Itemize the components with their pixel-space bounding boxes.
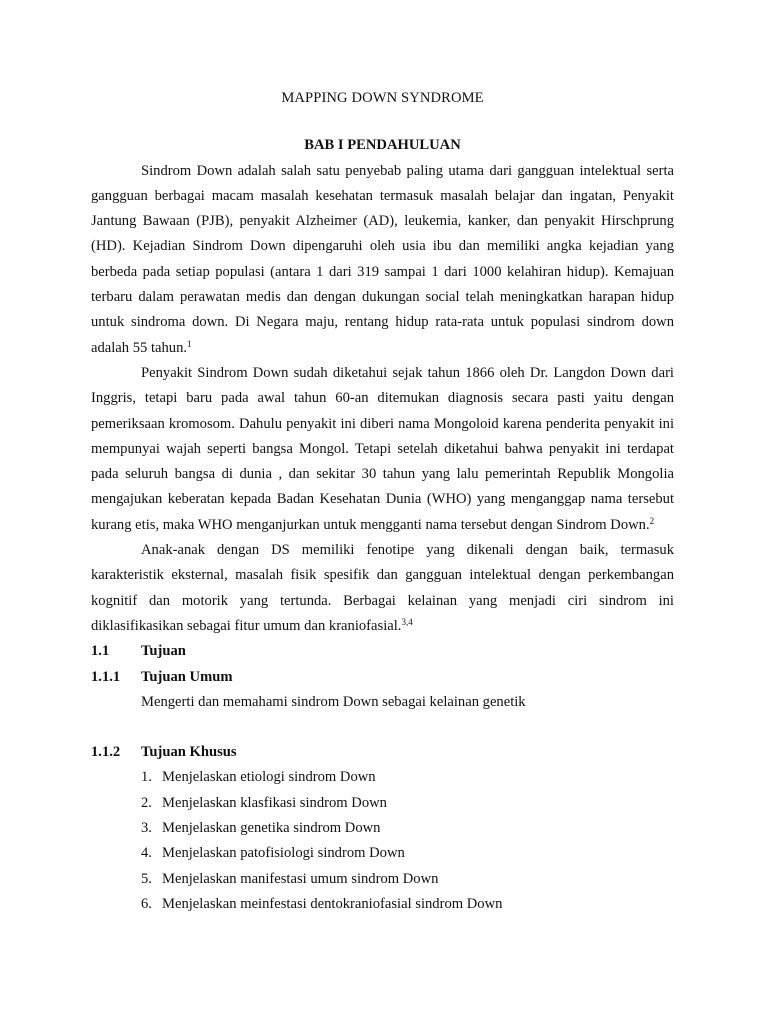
paragraph-2 xyxy=(91,361,674,538)
document-page xyxy=(91,86,674,917)
footnote-ref-1[interactable]: 1 xyxy=(187,338,192,349)
list-item-text: Menjelaskan etiologi sindrom Down xyxy=(162,769,376,786)
list-item-number: 4. xyxy=(141,845,152,862)
section-title: Tujuan xyxy=(141,643,186,660)
footnote-ref-3[interactable]: 3,4 xyxy=(401,616,413,627)
list-item-number: 5. xyxy=(141,870,152,887)
section-number: 1.1.2 xyxy=(91,744,121,761)
list-item-text: Menjelaskan klasfikasi sindrom Down xyxy=(162,794,387,811)
section-title: Tujuan Khusus xyxy=(141,744,237,761)
paragraph-3 xyxy=(91,538,674,639)
list-item-text: Menjelaskan patofisiologi sindrom Down xyxy=(162,845,405,862)
list-item-text: Menjelaskan meinfestasi dentokraniofasial sindrom Down xyxy=(162,895,503,912)
specific-objectives-list xyxy=(91,765,674,917)
document-title: MAPPING DOWN SYNDROME xyxy=(281,90,484,106)
list-item-number: 3. xyxy=(141,820,152,837)
list-item xyxy=(141,791,674,816)
list-item-text: Menjelaskan genetika sindrom Down xyxy=(162,820,381,837)
list-item-number: 2. xyxy=(141,794,152,811)
section-title: Tujuan Umum xyxy=(141,668,233,685)
list-item xyxy=(141,892,674,917)
chapter-title: BAB I PENDAHULUAN xyxy=(304,137,461,154)
general-objective-text: Mengerti dan memahami sindrom Down sebagai kelainan genetik xyxy=(141,693,526,710)
section-heading-1-1 xyxy=(91,639,674,664)
paragraph-1-text: Sindrom Down adalah salah satu penyebab paling utama dari gangguan intelektual serta gangguan berbagai macam masalah kesehatan termasuk masalah belajar dan ingatan, Penyakit Jantung Bawaan (PJB), penyakit Alzheimer (AD), leukemia, kanker, dan penyakit Hirschprung (HD). Kejadian Sindrom Down dipengaruhi oleh usia ibu dan memiliki angka kejadian yang berbeda pada setiap populasi (antara 1 dari 319 sampai 1 dari 1000 kelahiran hidup). Kemajuan terbaru dalam perawatan medis dan dengan dukungan social telah meningkatkan harapan hidup untuk sindroma down. Di Negara maju, rentang hidup rata-rata untuk populasi sindrom down adalah 55 tahun. xyxy=(91,162,674,356)
section-heading-1-1-2 xyxy=(91,740,674,765)
section-number: 1.1 xyxy=(91,643,110,660)
list-item xyxy=(141,841,674,866)
paragraph-3-text: Anak-anak dengan DS memiliki fenotipe yang dikenali dengan baik, termasuk karakteristik eksternal, masalah fisik spesifik dan gangguan intelektual dengan perkembangan kognitif dan motorik yang tertunda. Berbagai kelainan yang menjadi ciri sindrom ini diklasifikasikan sebagai fitur umum dan kraniofasial. xyxy=(91,542,674,634)
list-item xyxy=(141,765,674,790)
section-heading-1-1-1 xyxy=(91,665,674,690)
paragraph-2-text: Penyakit Sindrom Down sudah diketahui sejak tahun 1866 oleh Dr. Langdon Down dari Inggris, tetapi baru pada awal tahun 60-an ditemukan diagnosis secara pasti yaitu dengan pemeriksaan kromosom. Dahulu penyakit ini diberi nama Mongoloid karena penderita penyakit ini mempunyai wajah seperti bangsa Mongol. Tetapi setelah diketahui bahwa penyakit ini terdapat pada seluruh bangsa di dunia , dan sekitar 30 tahun yang lalu pemerintah Republik Mongolia mengajukan keberatan kepada Badan Kesehatan Dunia (WHO) yang menganggap nama tersebut kurang etis, maka WHO menganjurkan untuk mengganti nama tersebut dengan Sindrom Down. xyxy=(91,364,674,533)
blank-line xyxy=(91,715,674,740)
list-item-number: 1. xyxy=(141,769,152,786)
list-item-text: Menjelaskan manifestasi umum sindrom Down xyxy=(162,870,439,887)
list-item-number: 6. xyxy=(141,895,152,912)
list-item xyxy=(141,816,674,841)
list-item xyxy=(141,867,674,892)
section-number: 1.1.1 xyxy=(91,668,121,685)
footnote-ref-2[interactable]: 2 xyxy=(649,515,655,526)
paragraph-1 xyxy=(91,159,674,361)
